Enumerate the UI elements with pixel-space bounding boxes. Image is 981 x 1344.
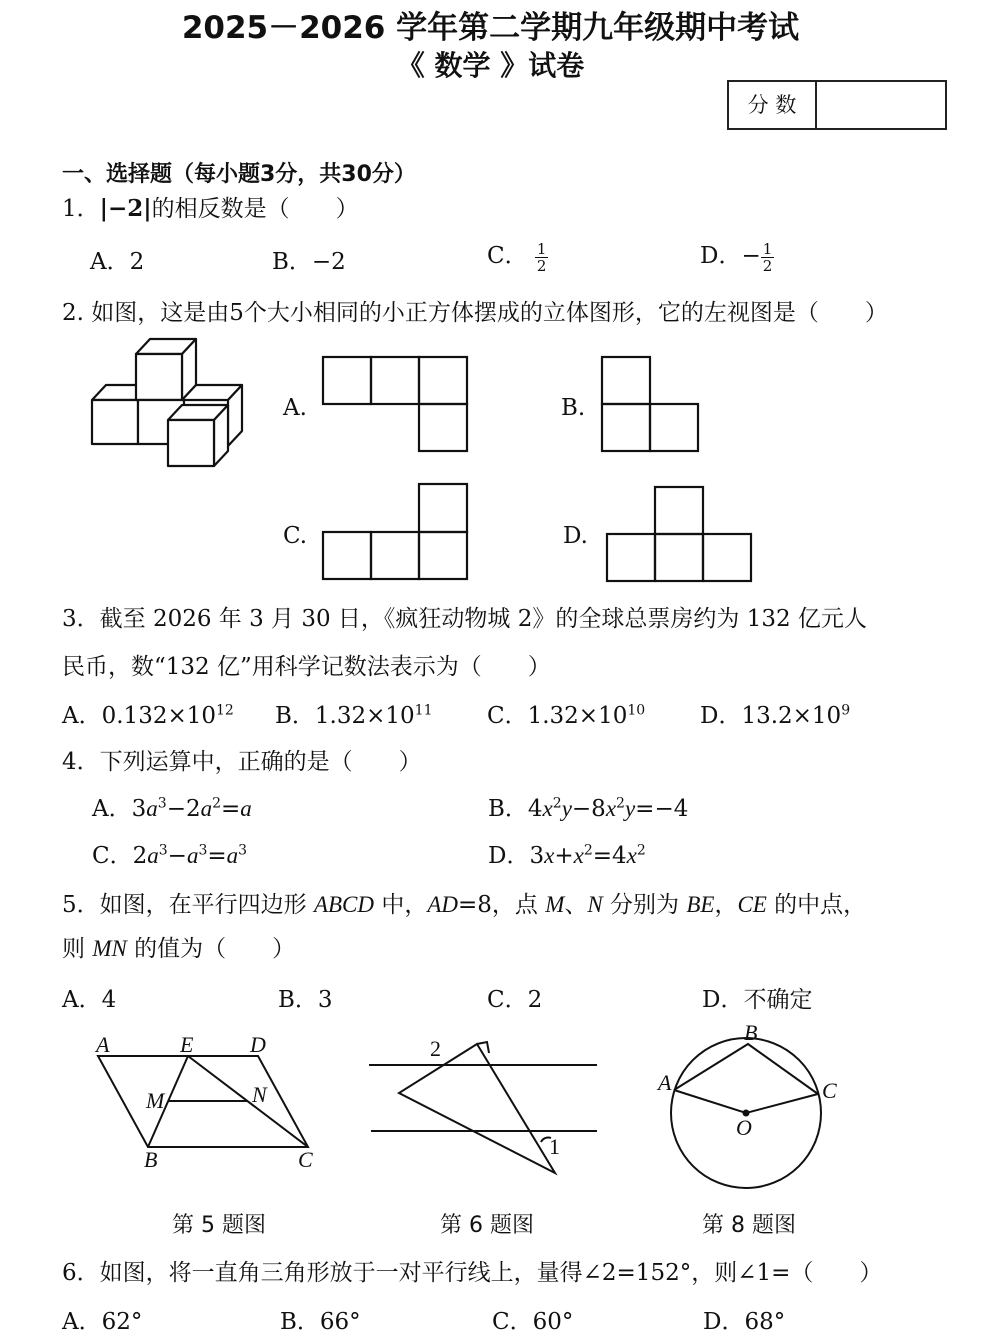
- q5-option-b: B．3: [278, 987, 333, 1013]
- question-6: 6．如图，将一直角三角形放于一对平行线上，量得∠2=152°，则∠1=（ ）: [62, 1260, 883, 1286]
- q6-option-b: B．66°: [280, 1309, 361, 1335]
- fig5-label-b: B: [144, 1147, 158, 1172]
- fig6-label-2: 2: [430, 1036, 441, 1061]
- q2-option-a-label: A.: [283, 395, 307, 421]
- figure-5-parallelogram: [90, 1030, 330, 1175]
- q2-option-b-view: [601, 356, 703, 452]
- q3-option-c: C．$1.32\times 10^{10}$: [487, 702, 646, 729]
- fig5-label-d: D: [250, 1032, 266, 1057]
- fig5-label-m: M: [146, 1088, 165, 1113]
- question-3-line2: 民币，数“132 亿”用科学记数法表示为（ ）: [62, 654, 551, 680]
- figure-6-parallel-lines: [365, 1030, 605, 1180]
- q4-option-d: D．$3x+x^2=4x^2$: [488, 842, 646, 869]
- fig8-label-b: B: [744, 1020, 758, 1045]
- fig8-label-c: C: [822, 1078, 837, 1103]
- score-box: [727, 80, 947, 130]
- q5-option-a: A．4: [62, 987, 117, 1013]
- figure-8-circle: [650, 1022, 850, 1192]
- score-label: 分 数: [729, 82, 817, 128]
- figure-8-caption: 第 8 题图: [702, 1213, 796, 1238]
- q3-option-a: A．$0.132\times 10^{12}$: [62, 702, 234, 729]
- q1-prefix: 1．: [62, 196, 100, 222]
- q1-option-a: A．2: [90, 249, 145, 275]
- q1-option-d-fraction: $\frac{1}{2}$: [762, 239, 773, 275]
- fig6-label-1: 1: [549, 1134, 560, 1159]
- question-3-line1: 3．截至 2026 年 3 月 30 日，《疯狂动物城 2》的全球总票房约为 132 亿元人: [62, 606, 867, 632]
- question-5-line1: 5．如图，在平行四边形 ABCD 中，AD=8，点 M、N 分别为 BE，CE 的中点，: [62, 892, 867, 918]
- q3-option-d: D．$13.2\times 10^9$: [700, 702, 851, 729]
- exam-title: 2025－2026 学年第二学期九年级期中考试: [181, 10, 800, 46]
- q2-option-c-label: C.: [283, 523, 308, 549]
- q1-option-c-fraction: $\frac{1}{2}$: [536, 239, 547, 275]
- fig5-label-a: A: [96, 1032, 110, 1057]
- fig8-label-a: A: [658, 1070, 672, 1095]
- q1-option-d: D．− $\frac{1}{2}$: [700, 239, 773, 275]
- fig8-label-o: O: [736, 1115, 752, 1140]
- q4-option-a: A．$3a^3-2a^2=a$: [92, 795, 252, 822]
- q2-option-a-view: [322, 356, 472, 452]
- q5-option-d: D．不确定: [702, 987, 813, 1013]
- fig5-label-c: C: [298, 1147, 313, 1172]
- q3-option-b: B．$1.32\times 10^{11}$: [275, 702, 433, 729]
- fig5-label-n: N: [252, 1082, 267, 1107]
- q6-option-d: D．68°: [703, 1309, 786, 1335]
- q1-abs-expr: |−2|: [99, 195, 152, 222]
- section-heading: 一、选择题（每小题3分，共30分）: [62, 162, 416, 187]
- question-5-line2: 则 MN 的值为（ ）: [62, 936, 296, 962]
- q5-option-c: C．2: [487, 987, 543, 1013]
- exam-subtitle: 《 数学 》试卷: [396, 49, 585, 82]
- figure-5-caption: 第 5 题图: [172, 1213, 266, 1238]
- q6-option-c: C．60°: [492, 1309, 574, 1335]
- score-value[interactable]: [817, 82, 945, 128]
- fig5-label-e: E: [180, 1032, 194, 1057]
- question-2: 2. 如图，这是由5个大小相同的小正方体摆成的立体图形，它的左视图是（ ）: [62, 300, 888, 326]
- q2-solid-figure: [80, 330, 260, 480]
- q2-option-b-label: B.: [561, 395, 586, 421]
- q2-option-d-label: D.: [563, 523, 588, 549]
- figure-6-caption: 第 6 题图: [440, 1213, 534, 1238]
- q1-stem: 的相反数是（ ）: [151, 196, 359, 222]
- question-1: [62, 190, 359, 223]
- q2-option-d-view: [606, 486, 756, 582]
- q4-option-b: B．$4x^2y-8x^2y=-4$: [488, 795, 689, 822]
- q2-option-c-view: [322, 483, 472, 581]
- question-4: 4．下列运算中，正确的是（ ）: [62, 749, 422, 775]
- q1-option-b: B．−2: [272, 249, 346, 275]
- q6-option-a: A．62°: [62, 1309, 143, 1335]
- q1-option-c: C． $\frac{1}{2}$: [487, 239, 547, 275]
- q4-option-c: C．$2a^3-a^3=a^3$: [92, 842, 248, 869]
